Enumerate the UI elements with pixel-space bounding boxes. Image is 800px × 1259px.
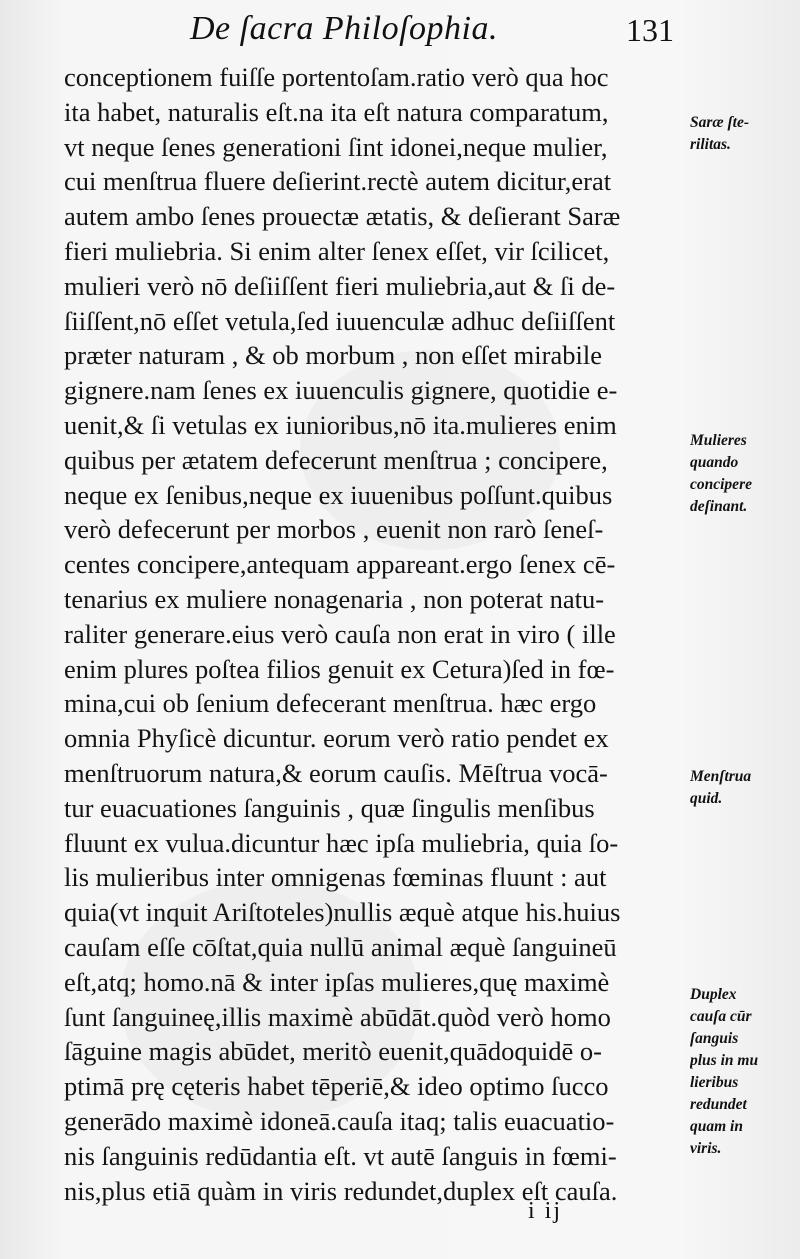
margin-note-duplex-causa (690, 984, 798, 1160)
margin-note-line: cauſa cūr (690, 1008, 752, 1025)
text-line: ſunt ſanguineę,illis maximè abūdāt.quòd verò homo (64, 1001, 611, 1032)
text-line: autem ambo ſenes prouectæ ætatis, & deſierant Saræ (64, 201, 621, 232)
text-line: fluunt ex vulua.dicuntur hæc ipſa muliebria, quia ſo- (64, 827, 619, 858)
text-line: ita habet, naturalis eſt.na ita eſt natura comparatum, (64, 96, 609, 127)
text-line: menſtruorum natura,& eorum cauſis. Mēſtrua vocā- (64, 757, 608, 788)
text-line: quia(vt inquit Ariſtoteles)nullis æquè atque his.huius (64, 897, 621, 928)
margin-note-line: Duplex (690, 986, 737, 1003)
margin-note-line: plus in mu (690, 1052, 759, 1069)
text-line: lis mulieribus inter omnigenas fœminas fluunt : aut (64, 862, 607, 893)
text-line: enim plures poſtea filios genuit ex Cetura)ſed in fœ- (64, 653, 615, 684)
margin-note-line: ſanguis (690, 1030, 739, 1047)
text-line: ptimā prę cęteris habet tēperiē,& ideo optimo ſucco (64, 1071, 609, 1102)
text-line: tur euacuationes ſanguinis , quæ ſingulis menſibus (64, 792, 595, 823)
text-line: centes concipere,antequam appareant.ergo ſenex cē- (64, 549, 616, 580)
text-line: mina,cui ob ſenium defecerant menſtrua. hæc ergo (64, 688, 597, 719)
margin-note-line: redundet (690, 1096, 747, 1113)
text-line: mulieri verò nō deſiiſſent fieri muliebria,aut & ſi de- (64, 270, 616, 301)
signature-mark: i ij (528, 1198, 563, 1224)
margin-note-line: concipere (690, 476, 752, 493)
margin-note-sarae-sterilitas (690, 112, 798, 156)
margin-note-line: quam in (690, 1118, 743, 1135)
text-line: generādo maximè idoneā.cauſa itaq; talis euacuatio- (64, 1105, 615, 1136)
margin-note-line: Mulieres (690, 432, 747, 449)
text-line: ſāguine magis abūdet, meritò euenit,quādoquidē o- (64, 1036, 602, 1067)
margin-note-line: quando (690, 454, 739, 471)
margin-note-menstrua-quid (690, 766, 798, 810)
text-line: neque ex ſenibus,neque ex iuuenibus poſſunt.quibus (64, 479, 613, 510)
text-line: quibus per ætatem defecerunt menſtrua ; concipere, (64, 444, 608, 475)
margin-note-line: rilitas. (690, 136, 731, 153)
text-line: uenit,& ſi vetulas ex iunioribus,nō ita.mulieres enim (64, 409, 617, 440)
text-line: vt neque ſenes generationi ſint idonei,neque mulier, (64, 131, 608, 162)
text-line: tenarius ex muliere nonagenaria , non poterat natu- (64, 583, 605, 614)
text-line: cauſam eſſe cōſtat,quia nullū animal æquè ſanguineū (64, 931, 617, 962)
text-line: verò defecerunt per morbos , euenit non rarò ſeneſ- (64, 514, 604, 545)
text-line: præter naturam , & ob morbum , non eſſet mirabile (64, 340, 602, 371)
margin-note-line: Menſtrua (690, 768, 752, 785)
margin-note-line: quid. (690, 790, 723, 807)
margin-note-mulieres-quando (690, 430, 798, 518)
text-line: cui menſtrua fluere deſierint.rectè autem dicitur,erat (64, 166, 612, 197)
main-text-column (64, 60, 690, 1208)
page-number: 131 (626, 12, 674, 48)
text-line: ſiiſſent,nō eſſet vetula,ſed iuuenculæ adhuc deſiiſſent (64, 305, 616, 336)
running-title: De ſacra Philoſophia. (190, 10, 498, 47)
margin-note-line: viris. (690, 1140, 722, 1157)
margin-note-line: lieribus (690, 1074, 739, 1091)
text-line: gignere.nam ſenes ex iuuenculis gignere, quotidie e- (64, 375, 618, 406)
margin-note-line: Saræ ſte- (690, 114, 749, 131)
text-line: omnia Phyſicè dicuntur. eorum verò ratio pendet ex (64, 723, 609, 754)
text-line: eſt,atq; homo.nā & inter ipſas mulieres,quę maximè (64, 966, 610, 997)
text-line: fieri muliebria. Si enim alter ſenex eſſet, vir ſcilicet, (64, 235, 610, 266)
text-line: raliter generare.eius verò cauſa non erat in viro ( ille (64, 618, 616, 649)
text-line: nis,plus etiā quàm in viris redundet,duplex eſt cauſa. (64, 1175, 618, 1206)
margin-note-line: deſinant. (690, 498, 748, 515)
text-line: conceptionem fuiſſe portentoſam.ratio verò qua hoc (64, 62, 609, 92)
text-line: nis ſanguinis redūdantia eſt. vt autē ſanguis in fœmi- (64, 1140, 617, 1171)
